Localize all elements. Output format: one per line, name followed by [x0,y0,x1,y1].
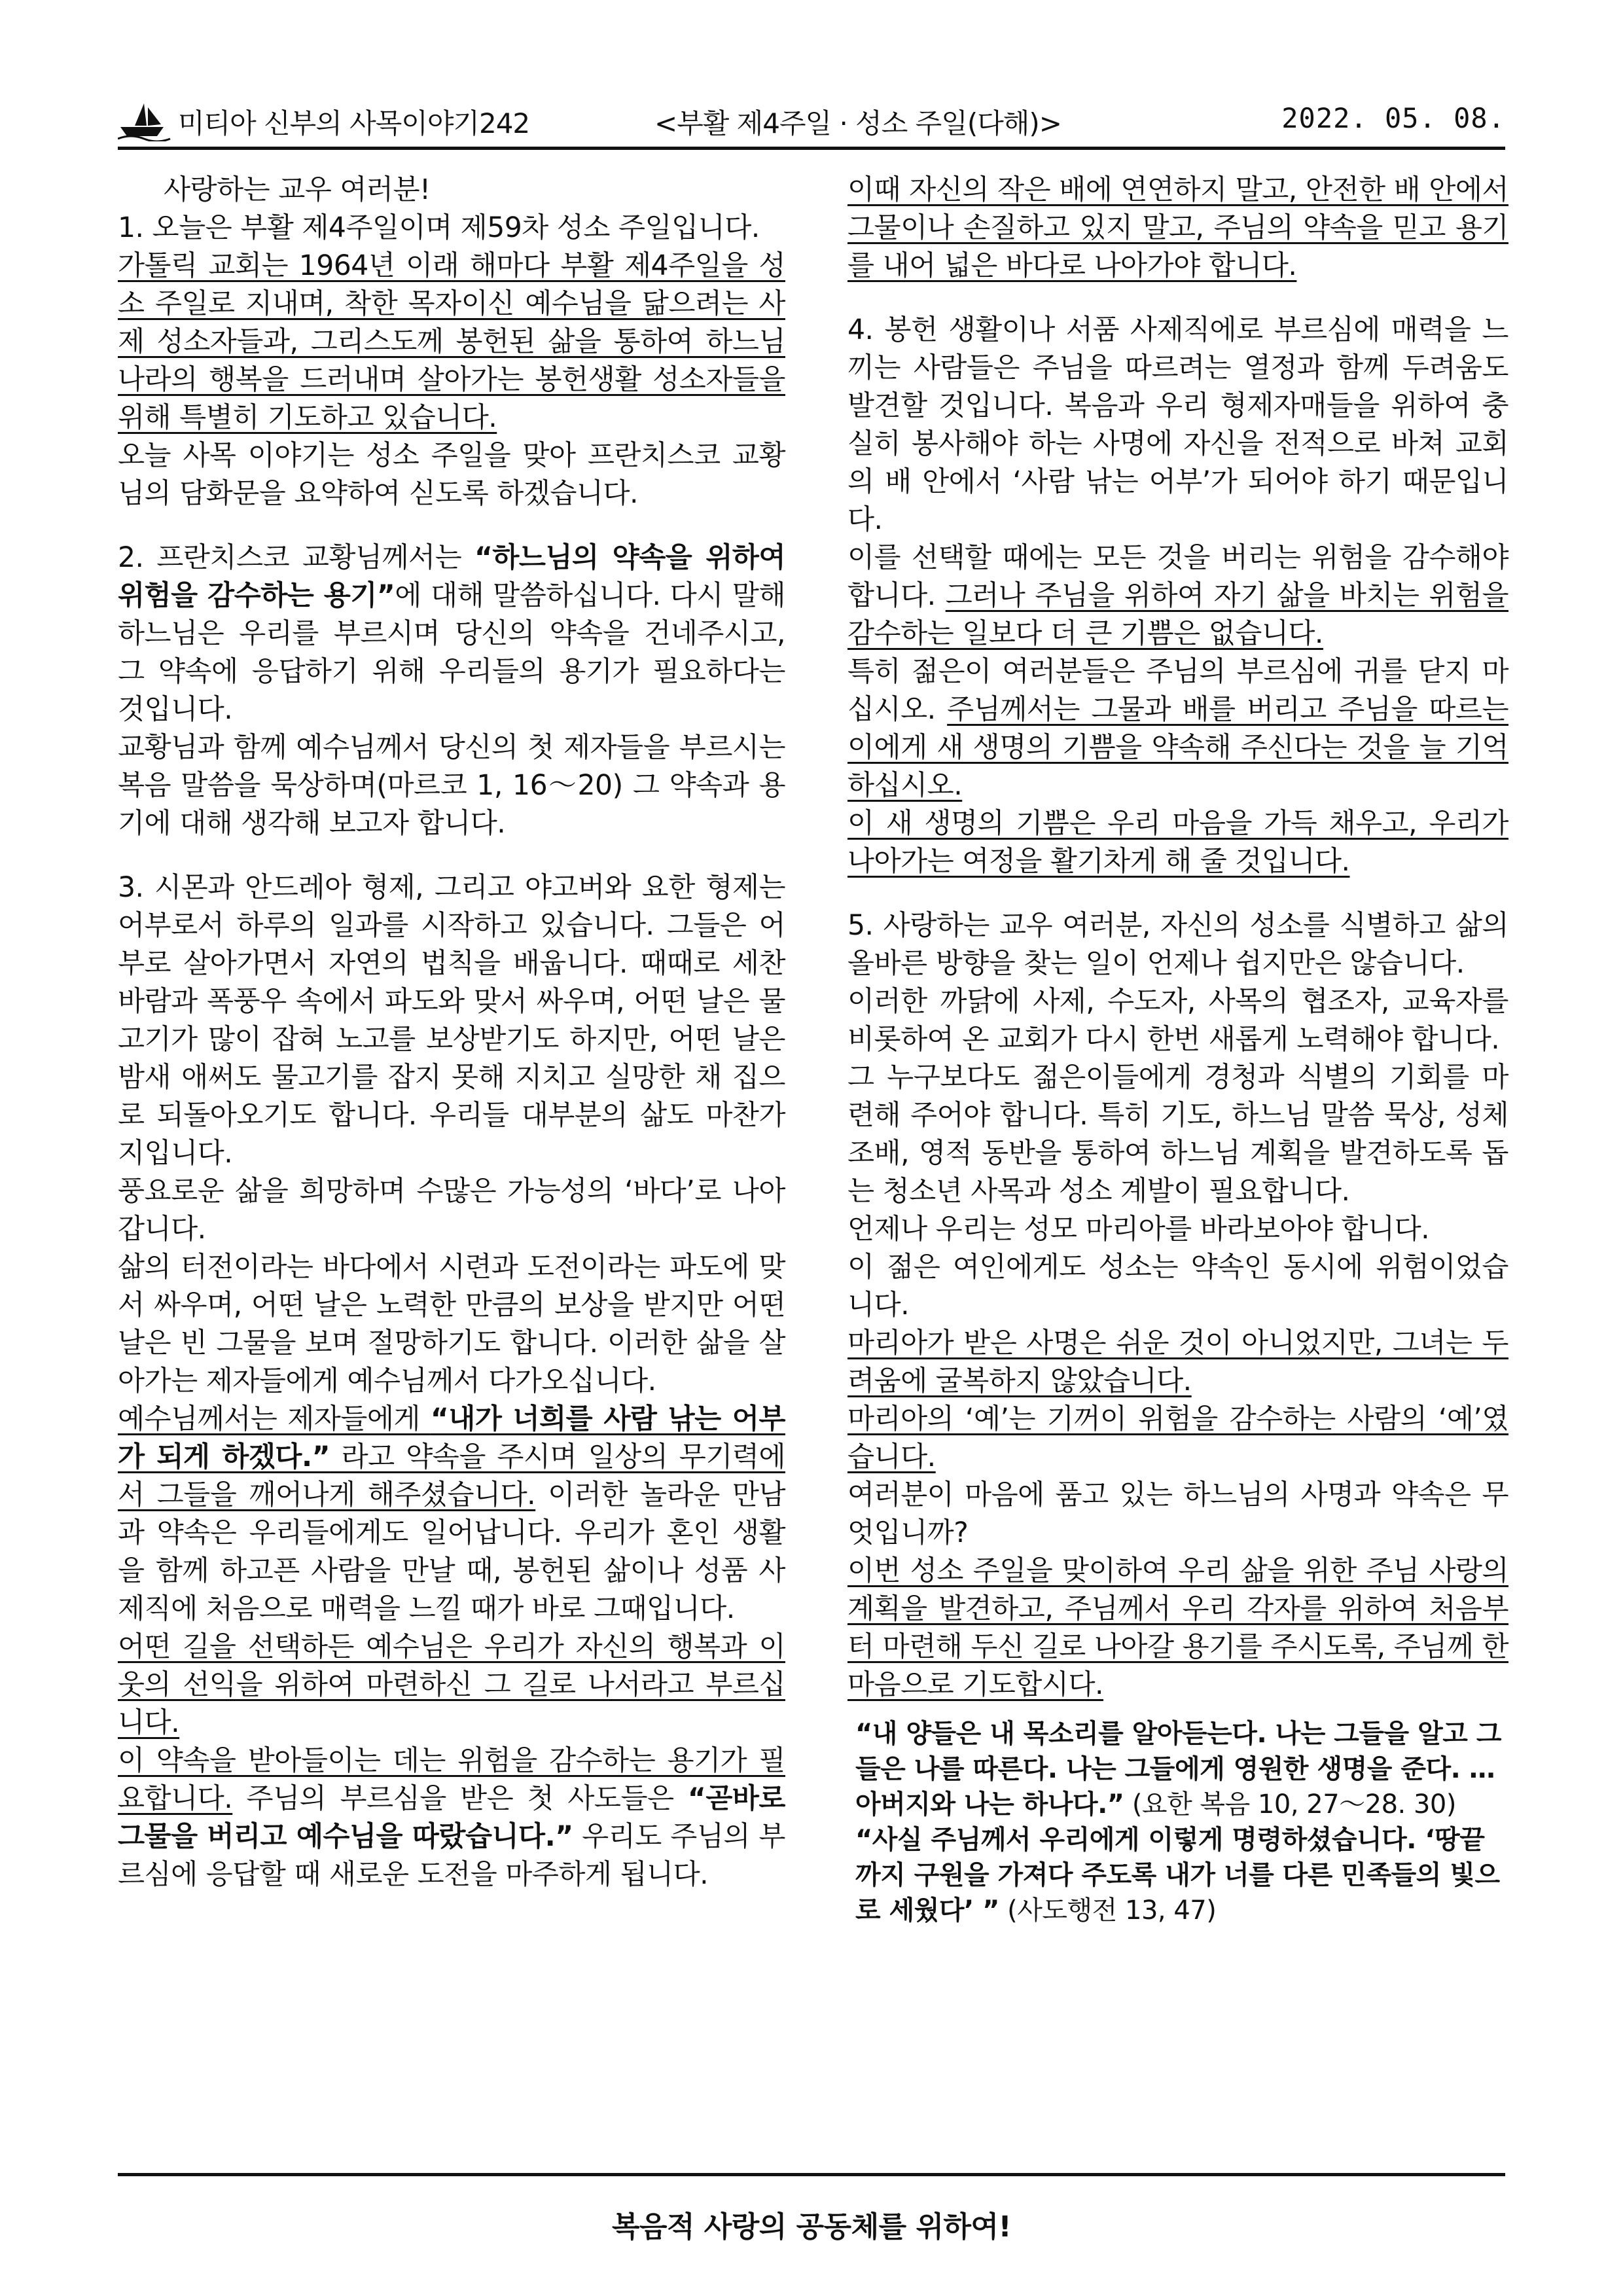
series-title: 미티아 신부의 사목이야기242 [178,107,530,139]
section-2-paragraph-b: 교황님과 함께 예수님께서 당신의 첫 제자들을 부르시는 복음 말씀을 묵상하며(마르코 1, 16～20) 그 약속과 용기에 대해 생각해 보고자 합니다. [118,732,785,840]
quote-text: “내 양들은 내 목소리를 알아듣는다. 나는 그들을 알고 그들은 나를 따른다. 나는 그들에게 영원한 생명을 준다. … 아버지와 나는 하나다.” [855,1719,1501,1820]
section-5-paragraph-e: 이 젊은 여인에게도 성소는 약속인 동시에 위험이었습니다. [847,1251,1508,1321]
text-span: 2. 프란치스코 교황님께서는 [118,542,474,574]
section-5-paragraph-d: 언제나 우리는 성모 마리아를 바라보아야 합니다. [847,1213,1430,1246]
right-column [847,171,1508,1928]
fishers-quote: “내가 너희를 사람 낚는 어부가 되게 하겠다.” [118,1403,785,1473]
text-span: 이러한 놀라운 만남과 약속은 우리들에게도 일어납니다. 우리가 혼인 생활을 함께 하고픈 사람을 만날 때, 봉헌된 삶이나 성품 사제직에 처음으로 매력을 느낄 때가 바로 그때입니다. [118,1479,786,1625]
text-span: 예수님께서는 제자들에게 [118,1403,431,1435]
quote-text: “사실 주님께서 우리에게 이렇게 명령하셨습니다. ‘땅끝까지 구원을 가져다 주도록 내가 너를 다른 민족들의 빛으로 세웠다’ ” [855,1825,1500,1926]
section-4-paragraph-c [847,653,1508,805]
section-5-paragraph-i: 이번 성소 주일을 맞이하여 우리 삶을 위한 주님 사랑의 계획을 발견하고, 주님께서 우리 각자를 위하여 처음부터 마련해 두신 길로 나아갈 용기를 주시도록, 주님께 한마음으로 기도합시다. [847,1555,1508,1701]
header-divider [118,147,1505,150]
scripture-quote-acts [855,1822,1508,1928]
section-5-paragraph-b: 이러한 까닭에 사제, 수도자, 사목의 협조자, 교육자를 비롯하여 온 교회가 다시 한번 새롭게 노력해야 합니다. [847,986,1508,1056]
text-span: 이를 선택할 때에는 모든 것을 버리는 위험을 감수해야 합니다. [847,542,1508,612]
page-header [118,98,1505,144]
text-span: 특히 젊은이 여러분들은 주님의 부르심에 귀를 닫지 마십시오. [847,656,1508,726]
issue-title: <부활 제4주일 · 성소 주일(다해)> [654,107,1061,139]
section-4-paragraph-a: 4. 봉헌 생활이나 서품 사제직에로 부르심에 매력을 느끼는 사람들은 주님을 따르려는 열정과 함께 두려움도 발견할 것입니다. 복음과 우리 형제자매들을 위하여 충실히 봉사해야 하는 사명에 자신을 전적으로 바쳐 교회의 배 안에서 ‘사람 낚는 어부’가 되어야 하기 때문입니다. [847,314,1508,536]
section-3-paragraph-d [118,1401,785,1628]
section-5-paragraph-h: 여러분이 마음에 품고 있는 하느님의 사명과 약속은 무엇입니까? [847,1479,1508,1549]
scripture-quote-john [855,1716,1508,1822]
boat-logo-icon [118,98,171,141]
section-5-paragraph-a: 5. 사랑하는 교우 여러분, 자신의 성소를 식별하고 삶의 올바른 방향을 찾는 일이 언제나 쉽지만은 않습니다. [847,910,1508,980]
issue-date: 2022. 05. 08. [1281,102,1505,134]
courage-quote: “하느님의 약속을 위하여 위험을 감수하는 용기” [118,542,786,612]
text-span: 주님께서는 그물과 배를 버리고 주님을 따르는 이에게 새 생명의 기쁨을 약속해 주신다는 것을 늘 기억하십시오. [847,694,1508,802]
greeting: 사랑하는 교우 여러분! [164,174,431,206]
section-3-paragraph-a: 3. 시몬과 안드레아 형제, 그리고 야고버와 요한 형제는 어부로서 하루의 일과를 시작하고 있습니다. 그들은 어부로 살아가면서 자연의 법칙을 배웁니다. 때때로 세찬 바람과 폭풍우 속에서 파도와 맞서 싸우며, 어떤 날은 물고기가 많이 잡혀 노고를 보상받기도 하지만, 어떤 날은 밤새 애써도 물고기를 잡지 못해 지치고 실망한 채 집으로 되돌아오기도 합니다. 우리들 대부분의 삶도 마찬가지입니다. [118,872,785,1170]
continuation-paragraph: 이때 자신의 작은 배에 연연하지 말고, 안전한 배 안에서 그물이나 손질하고 있지 말고, 주님의 약속을 믿고 용기를 내어 넓은 바다로 나아가야 합니다. [847,174,1508,282]
section-5-paragraph-g: 마리아의 ‘예’는 기꺼이 위험을 감수하는 사람의 ‘예’였습니다. [847,1403,1508,1473]
section-3-paragraph-e: 어떤 길을 선택하든 예수님은 우리가 자신의 행복과 이웃의 선익을 위하여 마련하신 그 길로 나서라고 부르십니다. [118,1631,785,1739]
section-3-paragraph-c: 삶의 터전이라는 바다에서 시련과 도전이라는 파도에 맞서 싸우며, 어떤 날은 노력한 만큼의 보상을 받지만 어떤 날은 빈 그물을 보며 절망하기도 합니다. 이러한 삶을 살아가는 제자들에게 예수님께서 다가오십니다. [118,1251,785,1397]
section-3-paragraph-b: 풍요로운 삶을 희망하며 수많은 가능성의 ‘바다’로 나아갑니다. [118,1175,785,1246]
text-span: 이 약속을 받아들이는 데는 위험을 감수하는 용기가 필요합니다. [118,1745,785,1815]
left-column [118,171,785,1894]
section-4-paragraph-b [847,539,1508,653]
section-3-paragraph-f [118,1742,785,1894]
scripture-quotes [847,1716,1508,1928]
text-span: 우리도 주님의 부르심에 응답할 때 새로운 도전을 마주하게 됩니다. [118,1821,785,1891]
text-span: 라고 약속을 주시며 일상의 무기력에서 그들을 깨어나게 해주셨습니다. [118,1441,786,1511]
section-1-closing: 오늘 사목 이야기는 성소 주일을 맞아 프란치스코 교황님의 담화문을 요약하여 싣도록 하겠습니다. [118,440,785,510]
apostles-quote: “곧바로 그물을 버리고 예수님을 따랐습니다.” [118,1783,785,1853]
quote-reference: (요한 복음 10, 27～28. 30) [1124,1789,1456,1820]
text-span: 에 대해 말씀하십니다. 다시 말해 하느님은 우리를 부르시며 당신의 약속을 건네주시고, 그 약속에 응답하기 위해 우리들의 용기가 필요하다는 것입니다. [118,580,785,726]
footer-motto: 복음적 사랑의 공동체를 위하여! [611,2210,1012,2244]
section-2-paragraph-a [118,539,785,729]
quote-reference: (사도행전 13, 47) [999,1895,1217,1926]
section-5-paragraph-c: 그 누구보다도 젊은이들에게 경청과 식별의 기회를 마련해 주어야 합니다. 특히 기도, 하느님 말씀 묵상, 성체 조배, 영적 동반을 통하여 하느님 계획을 발견하도록 돕는 청소년 사목과 성소 계발이 필요합니다. [847,1062,1508,1208]
text-span: 그러나 주님을 위하여 자기 삶을 바치는 위험을 감수하는 일보다 더 큰 기쁨은 없습니다. [847,580,1509,650]
text-span: 주님의 부르심을 받은 첫 사도들은 [232,1783,688,1815]
section-4-paragraph-d: 이 새 생명의 기쁨은 우리 마음을 가득 채우고, 우리가 나아가는 여정을 활기차게 해 줄 것입니다. [847,808,1508,878]
footer-divider [118,2173,1505,2176]
section-1-underlined: 가톨릭 교회는 1964년 이래 해마다 부활 제4주일을 성소 주일로 지내며, 착한 목자이신 예수님을 닮으려는 사제 성소자들과, 그리스도께 봉헌된 삶을 통하여 하느님 나라의 행복을 드러내며 살아가는 봉헌생활 성소자들을 위해 특별히 기도하고 있습니다. [118,250,785,434]
section-5-paragraph-f: 마리아가 받은 사명은 쉬운 것이 아니었지만, 그녀는 두려움에 굴복하지 않았습니다. [847,1327,1508,1397]
section-1-intro: 1. 오늘은 부활 제4주일이며 제59차 성소 주일입니다. [118,212,760,244]
